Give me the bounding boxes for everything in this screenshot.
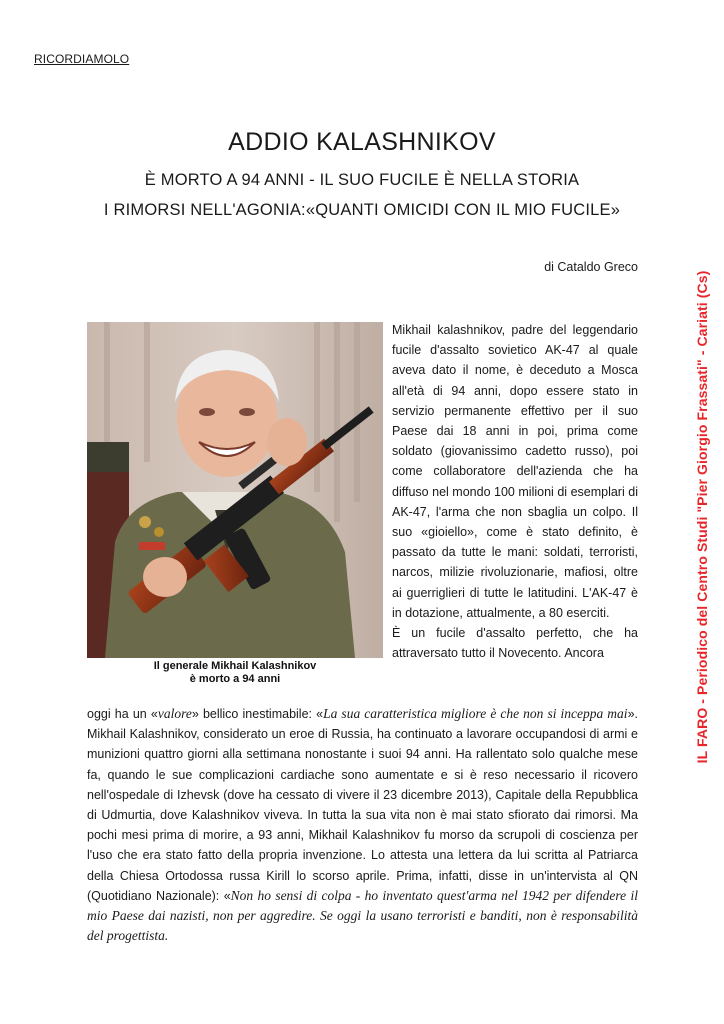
column-paragraph-2-start: È un fucile d'assalto perfetto, che ha attraversato tutto il Novecento. Ancora [392, 626, 638, 661]
body-text-run: oggi ha un « [87, 707, 158, 721]
article-title: ADDIO KALASHNIKOV [228, 128, 496, 156]
kalashnikov-photo [87, 322, 383, 658]
column-paragraph-1: Mikhail kalashnikov, padre del leggendario fucile d'assalto sovietico AK-47 al quale aveva dato il nome, è deceduto a Mosca all'età di 94 anni, dopo essere stato in servizio permanente effettivo per il suo Paese dai 18 anni in poi, prima come soldato (giovanissimo cadetto russo), poi come collaboratore dell'azienda che ha diffuso nel mondo 100 milioni di esemplari di AK-47, l'arma che non sbaglia un colpo. Il suo «gioiello», come è stato definito, è passato da tutte le mani: soldati, terroristi, narcos, milizie rivoluzionarie, mafiosi, oltre ai guerriglieri di tutte le latitudini. L'AK-47 è in dotazione, attualmente, a 80 eserciti. [392, 323, 638, 620]
body-text-run: ». Mikhail Kalashnikov, considerato un eroe di Russia, ha continuato a lavorare occupandosi di armi e munizioni quattro giorni alla settimana nonostante i suoi 94 anni. Ha rallentato solo qualche mese fa, quando le sue complicazioni cardiache sono aumentate e si è reso necessario il ricovero nell'ospedale di Izhevsk (dove ha cessato di vivere il 23 dicembre 2013), Capitale della Repubblica di Udmurtia, dove Kalashnikov viveva. In tutta la sua vita non è mai stato sfiorato dai rimorsi. Ma pochi mesi prima di morire, a 93 anni, Mikhail Kalashnikov fu morso da scrupoli di coscienza per l'uso che era stato fatto della propria invenzione. Lo attesta una lettera da lui scritta al Patriarca della Chiesa Ortodossa russa Kirill lo scorso aprile. Prima, infatti, disse in un'intervista al QN (Quotidiano Nazionale): « [87, 707, 638, 903]
author-byline: di Cataldo Greco [544, 260, 638, 274]
article-subtitle-1: È MORTO A 94 ANNI - IL SUO FUCILE È NELLA STORIA [144, 171, 580, 189]
section-label: RICORDIAMOLO [34, 52, 130, 66]
body-text [87, 704, 638, 946]
body-paragraph [87, 704, 638, 946]
body-italic-quote-2: Non ho sensi di colpa - ho inventato quest'arma nel 1942 per difendere il mio Paese dai nazisti, non per aggredire. Se oggi la usano terroristi e banditi, non è responsabilità del progettista. [87, 887, 638, 944]
article-photo-block [87, 322, 383, 688]
sidebar-text: IL FARO - Periodico del Centro Studi "Pier Giorgio Frassati" - Cariati (Cs) [694, 270, 710, 764]
column-text [392, 320, 638, 663]
publication-sidebar [693, 270, 711, 764]
body-italic-word: valore [157, 706, 192, 721]
photo-caption-line-1: Il generale Mikhail Kalashnikov [153, 660, 317, 672]
article-subtitle-2: I RIMORSI NELL'AGONIA:«QUANTI OMICIDI CON IL MIO FUCILE» [103, 201, 621, 219]
body-text-run: » bellico inestimabile: « [191, 707, 324, 721]
photo-caption-line-2: è morto a 94 anni [189, 673, 281, 685]
body-italic-quote: La sua caratteristica migliore è che non si inceppa mai [323, 706, 628, 721]
photo-caption [87, 660, 383, 686]
